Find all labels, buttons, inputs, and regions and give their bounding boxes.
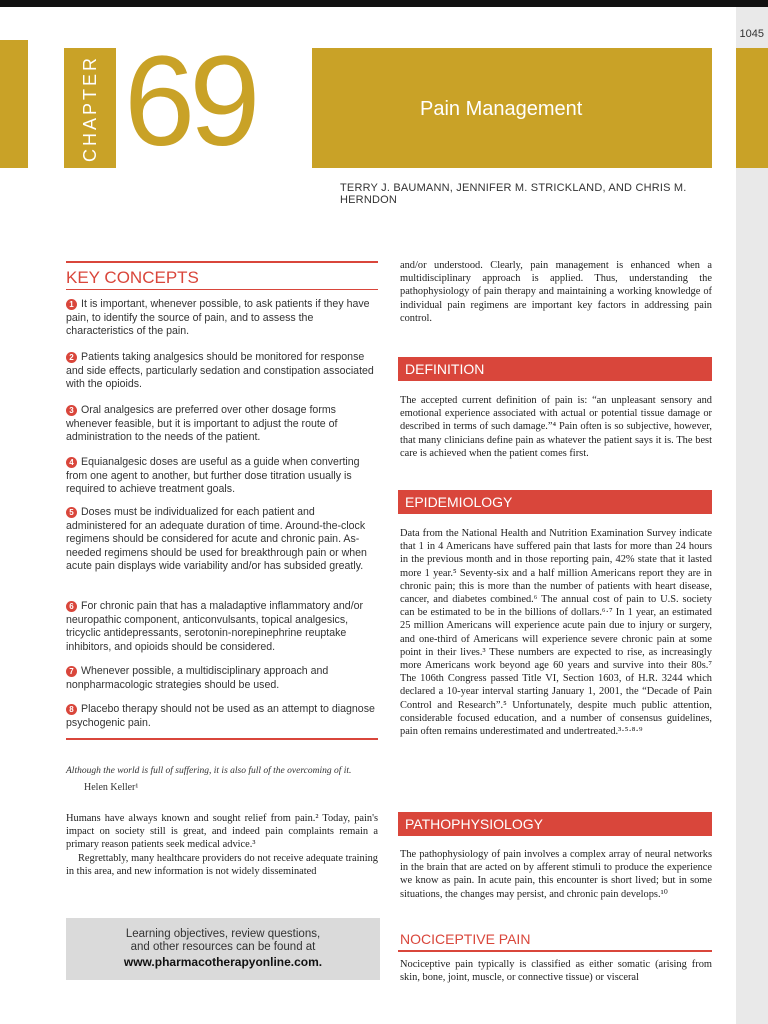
- section-heading: DEFINITION: [405, 361, 485, 377]
- key-concept-item: [66, 404, 378, 445]
- key-concepts-top-rule: [66, 261, 378, 263]
- concept-text: Patients taking analgesics should be monitored for response and side effects, particularly sedation and constipation associated with the opioids.: [66, 351, 374, 391]
- concept-number-badge: 6: [66, 601, 77, 612]
- paragraph: Regrettably, many healthcare providers do not receive adequate training in this area, and new information is not widely disseminated: [66, 852, 378, 877]
- key-concept-item: [66, 506, 378, 574]
- concept-text: Doses must be individualized for each patient and administered for an adequate duration of time. Around-the-clock regimens should be considered for acute and chronic pain. As-needed regimens should be used for breakthrough pain or when acute pain displays wide variability and/or has subsided greatly.: [66, 506, 367, 573]
- epidemiology-text: Data from the National Health and Nutrition Examination Survey indicate that 1 in 4 Americans have suffered pain that lasts for more than 24 hours in the previous month and in those reporting pain, 42% state that it lasted more 1 year.⁵ Seventy-six and a half million Americans report they are in chronic pain; this is more than the number of patients with heart disease, cancer, and diabetes combined.⁶ The annual cost of pain to U.S. society can be estimated to be in the billions of dollars.⁶·⁷ In 1 year, an estimated 25 million Americans will experience acute pain due to injury or surgery, and one-third of Americans will experience severe chronic pain at some point in their lives.³ These numbers are expected to rise, as increasingly more Americans work beyond age 60 years and survive into their 80s.⁷ The 106th Congress passed Title VI, Section 1603, of H.R. 3244 which declared a 10-year interval starting January 1, 2001, the “Decade of Pain Control and Research”.⁵ Unfortunately, despite much public attention, considerable focused education, and a number of consensus guidelines, pain often remains underestimated and undertreated.³·⁵·⁸·⁹: [400, 528, 712, 738]
- key-concepts-heading: KEY CONCEPTS: [66, 268, 199, 287]
- key-concept-item: [66, 665, 378, 692]
- section-heading: PATHOPHYSIOLOGY: [405, 816, 543, 832]
- key-concept-item: [66, 298, 378, 339]
- nociceptive-heading: NOCICEPTIVE PAIN: [400, 931, 531, 947]
- learning-resources-box: [66, 918, 380, 980]
- nociceptive-heading-rule: [398, 950, 712, 952]
- concept-text: It is important, whenever possible, to ask patients if they have pain, to identify the source of pain, and to assess the characteristics of the pain.: [66, 298, 370, 338]
- chapter-label: CHAPTER: [79, 54, 100, 162]
- key-concept-item: [66, 351, 378, 392]
- key-concepts-heading-rule: [66, 289, 378, 290]
- key-concept-item: [66, 600, 378, 654]
- right-gold-tab: [736, 48, 768, 168]
- right-intro-text: and/or understood. Clearly, pain management is enhanced when a multidisciplinary approach is applied. Thus, understanding the pathophysiology of pain therapy and maintaining a working knowledge of individual pain regimens are important key factors in addressing pain control.: [400, 260, 712, 324]
- definition-heading-bar: [398, 357, 712, 381]
- key-concept-item: [66, 703, 378, 730]
- chapter-title: Pain Management: [420, 98, 583, 120]
- pathophysiology-text: The pathophysiology of pain involves a complex array of neural networks in the brain that are acted on by afferent stimuli to produce the experience we know as pain. In acute pain, this encounter is short lived; but in some situations, the changes may persist, and chronic pain develops.¹⁰: [400, 849, 712, 900]
- concept-number-badge: 7: [66, 666, 77, 677]
- top-border: [0, 0, 768, 7]
- section-heading: EPIDEMIOLOGY: [405, 494, 513, 510]
- page-number: 1045: [739, 28, 764, 40]
- nociceptive-text: Nociceptive pain typically is classified as either somatic (arising from skin, bone, joint, muscle, or connective tissue) or visceral: [400, 959, 712, 984]
- chapter-number: 69: [124, 30, 255, 173]
- concept-text: Whenever possible, a multidisciplinary approach and nonpharmacologic strategies should be used.: [66, 665, 329, 691]
- epigraph-quote: Although the world is full of suffering, it is also full of the overcoming of it.: [66, 766, 352, 776]
- epigraph-author: Helen Keller¹: [84, 782, 139, 793]
- learning-box-line: Learning objectives, review questions,: [125, 928, 321, 940]
- key-concept-item: [66, 456, 378, 497]
- pathophysiology-heading-bar: [398, 812, 712, 836]
- chapter-label-block: [64, 48, 116, 168]
- concept-text: For chronic pain that has a maladaptive inflammatory and/or neuropathic component, anticonvulsants, topical analgesics, tricyclic antidepressants, serotonin-norepinephrine reuptake inhibitors, and opioids should be considered.: [66, 600, 364, 653]
- concept-number-badge: 5: [66, 507, 77, 518]
- left-gold-tab: [0, 40, 28, 168]
- key-concepts-bottom-rule: [66, 738, 378, 740]
- concept-number-badge: 3: [66, 405, 77, 416]
- left-body-text: [66, 812, 378, 878]
- learning-box-line: and other resources can be found at: [130, 941, 316, 953]
- paragraph: Humans have always known and sought relief from pain.² Today, pain's impact on society still is great, and indeed pain complaints remain a primary reason patients seek medical advice.³: [66, 813, 378, 851]
- concept-number-badge: 8: [66, 704, 77, 715]
- chapter-authors: TERRY J. BAUMANN, JENNIFER M. STRICKLAND, AND CHRIS M. HERNDON: [340, 182, 687, 206]
- concept-number-badge: 4: [66, 457, 77, 468]
- learning-box-url[interactable]: www.pharmacotherapyonline.com.: [123, 955, 323, 969]
- definition-text: The accepted current definition of pain is: “an unpleasant sensory and emotional experience associated with actual or potential tissue damage or described in terms of such damage.”⁴ Pain often is so subjective, however, that many clinicians define pain as whatever the patient says it is. The best care is achieved when the patient comes first.: [400, 395, 712, 459]
- concept-number-badge: 1: [66, 299, 77, 310]
- epidemiology-heading-bar: [398, 490, 712, 514]
- concept-number-badge: 2: [66, 352, 77, 363]
- concept-text: Oral analgesics are preferred over other dosage forms whenever feasible, but it is important to adjust the route of administration to the needs of the patient.: [66, 404, 338, 444]
- concept-text: Placebo therapy should not be used as an attempt to diagnose psychogenic pain.: [66, 703, 375, 729]
- concept-text: Equianalgesic doses are useful as a guide when converting from one agent to another, but further dose titration usually is required to achieve treatment goals.: [66, 456, 360, 496]
